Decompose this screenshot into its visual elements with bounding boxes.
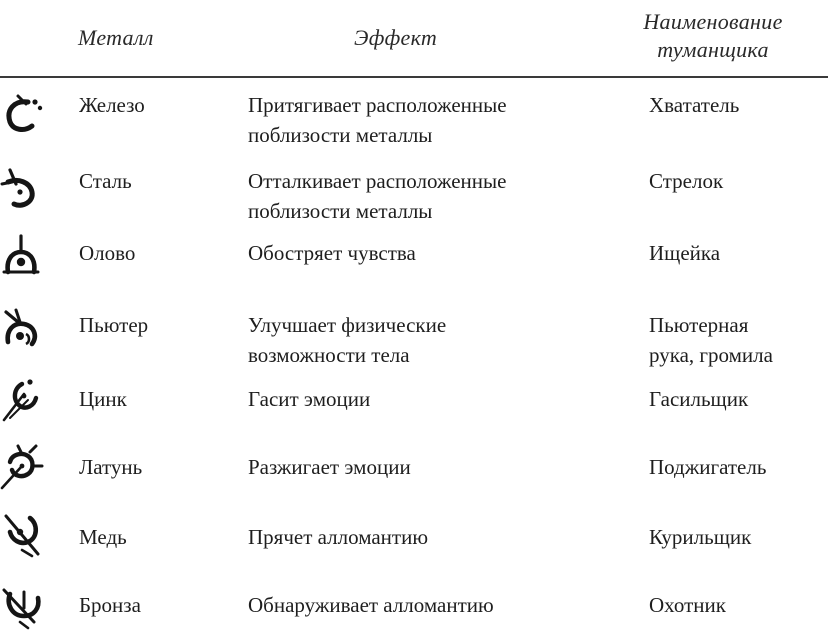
- steel-symbol-icon: [0, 164, 46, 212]
- effect-cell: [248, 166, 618, 226]
- name-line1: Хвататель: [649, 93, 740, 117]
- header-rule: [0, 76, 828, 78]
- effect-cell: [248, 238, 618, 268]
- header-mistborn-name: [633, 8, 793, 64]
- effect-cell: [248, 590, 618, 620]
- name-cell: [649, 384, 824, 414]
- name-cell: [649, 590, 824, 620]
- effect-line1: Улучшает физические: [248, 313, 447, 337]
- header-effect: Эффект: [354, 25, 438, 50]
- metal-cell: Латунь: [79, 455, 143, 479]
- name-cell: [649, 238, 824, 268]
- metal-cell: Олово: [79, 241, 136, 265]
- metal-cell: Железо: [79, 93, 145, 117]
- name-line1: Поджигатель: [649, 455, 767, 479]
- zinc-symbol-icon: [0, 374, 46, 422]
- metal-cell: Медь: [79, 525, 127, 549]
- effect-line1: Обнаруживает алломантию: [248, 593, 494, 617]
- effect-line2: возможности тела: [248, 343, 410, 367]
- name-line1: Ищейка: [649, 241, 721, 265]
- name-line1: Курильщик: [649, 525, 752, 549]
- effect-line1: Гасит эмоции: [248, 387, 371, 411]
- name-cell: [649, 90, 824, 120]
- table-header: [0, 0, 828, 76]
- effect-line1: Разжигает эмоции: [248, 455, 411, 479]
- header-metal: Металл: [78, 25, 154, 50]
- name-line1: Гасильщик: [649, 387, 749, 411]
- effect-line1: Обостряет чувства: [248, 241, 416, 265]
- effect-cell: [248, 522, 618, 552]
- effect-line1: Притягивает расположенные: [248, 93, 507, 117]
- name-cell: [649, 166, 824, 196]
- effect-cell: [248, 310, 618, 370]
- effect-line2: поблизости металлы: [248, 123, 433, 147]
- name-line1: Охотник: [649, 593, 726, 617]
- metal-cell: Сталь: [79, 169, 132, 193]
- tin-symbol-icon: [0, 232, 46, 280]
- pewter-symbol-icon: [0, 306, 46, 354]
- name-cell: [649, 310, 824, 370]
- effect-cell: [248, 452, 618, 482]
- header-name-line1: Наименование: [643, 9, 783, 34]
- header-name-line2: туманщика: [657, 37, 769, 62]
- name-line1: Пьютерная: [649, 313, 749, 337]
- iron-symbol-icon: [0, 90, 46, 138]
- name-cell: [649, 522, 824, 552]
- metal-cell: Бронза: [79, 593, 141, 617]
- effect-cell: [248, 384, 618, 414]
- name-line1: Стрелок: [649, 169, 724, 193]
- effect-line1: Отталкивает расположенные: [248, 169, 507, 193]
- metal-cell: Цинк: [79, 387, 127, 411]
- brass-symbol-icon: [0, 442, 46, 490]
- name-line2: рука, громила: [649, 343, 773, 367]
- metal-cell: Пьютер: [79, 313, 149, 337]
- bronze-symbol-icon: [0, 582, 46, 630]
- effect-line1: Прячет алломантию: [248, 525, 429, 549]
- copper-symbol-icon: [0, 510, 46, 558]
- effect-cell: [248, 90, 618, 150]
- effect-line2: поблизости металлы: [248, 199, 433, 223]
- name-cell: [649, 452, 824, 482]
